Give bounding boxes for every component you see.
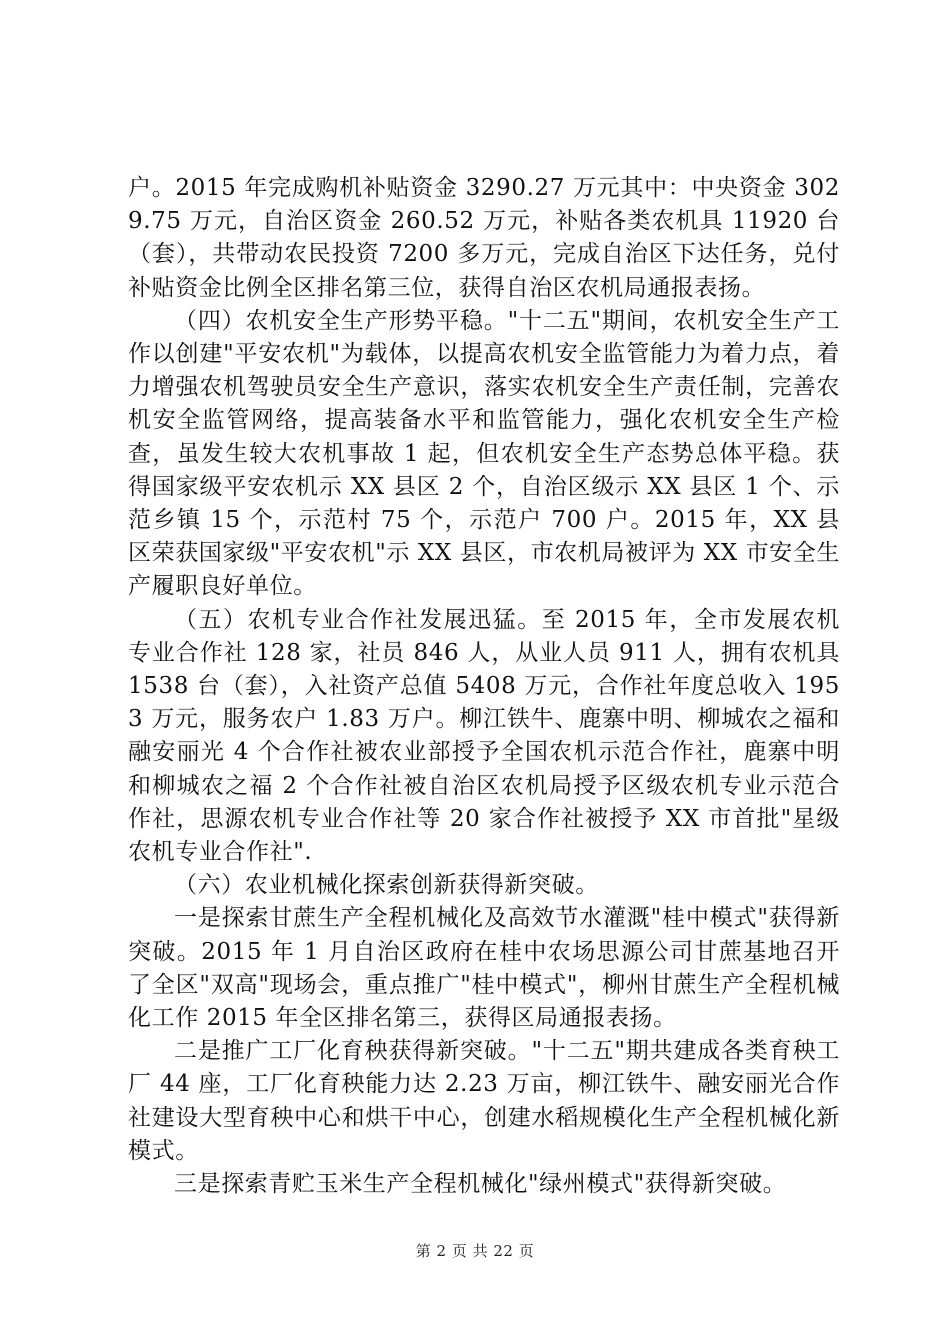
- paragraph-innovation-heading: （六）农业机械化探索创新获得新突破。: [174, 872, 599, 899]
- paragraph-cooperatives: （五）农机专业合作社发展迅猛。至 2015 年，全市发展农机专业合作社 128 家，社员 846 人，从业人员 911 人，拥有农机具 1538 台（套），入社资产总值 5408 万元，合作社年度总收入 1953 万元，服务农户 1.83 万户。柳江铁牛、鹿寨中明、柳城农之福和融安丽光 4 个合作社被农业部授予全国农机示范合作社，鹿寨中明和柳城农之福 2 个合作社被自治区农机局授予区级农机专业示范合作社，思源农机专业合作社等 20 家合作社被授予 XX 市首批"星级农机专业合作社".: [128, 606, 840, 866]
- paragraph-subsidy-continued: 户。2015 年完成购机补贴资金 3290.27 万元其中：中央资金 3029.75 万元，自治区资金 260.52 万元，补贴各类农机具 11920 台（套），共带动农民投资 7200 多万元，完成自治区下达任务，兑付补贴资金比例全区排名第三位，获得自治区农机局通报表扬。: [128, 175, 840, 301]
- paragraph-seedling-factory: 二是推广工厂化育秧获得新突破。"十二五"期共建成各类育秧工厂 44 座，工厂化育秧能力达 2.23 万亩，柳江铁牛、融安丽光合作社建设大型育秧中心和烘干中心，创建水稻规模化生产全程机械化新模式。: [128, 1038, 840, 1164]
- paragraph-safety-production: （四）农机安全生产形势平稳。"十二五"期间，农机安全生产工作以创建"平安农机"为载体，以提高农机安全监管能力为着力点，着力增强农机驾驶员安全生产意识，落实农机安全生产责任制，完善农机安全监管网络，提高装备水平和监管能力，强化农机安全生产检查，虽发生较大农机事故 1 起，但农机安全生产态势总体平稳。获得国家级平安农机示 XX 县区 2 个，自治区级示 XX 县区 1 个、示范乡镇 15 个，示范村 75 个，示范户 700 户。2015 年，XX 县区荣获国家级"平安农机"示 XX 县区，市农机局被评为 XX 市安全生产履职良好单位。: [128, 307, 840, 600]
- document-body: [128, 172, 840, 1201]
- page-footer: 第 2 页 共 22 页: [415, 1242, 535, 1260]
- paragraph-sugarcane-model: 一是探索甘蔗生产全程机械化及高效节水灌溉"桂中模式"获得新突破。2015 年 1 月自治区政府在桂中农场思源公司甘蔗基地召开了全区"双高"现场会，重点推广"桂中模式"，柳州甘蔗生产全程机械化工作 2015 年全区排名第三，获得区局通报表扬。: [128, 905, 840, 1032]
- paragraph-corn-model: 三是探索青贮玉米生产全程机械化"绿州模式"获得新突破。: [174, 1171, 787, 1198]
